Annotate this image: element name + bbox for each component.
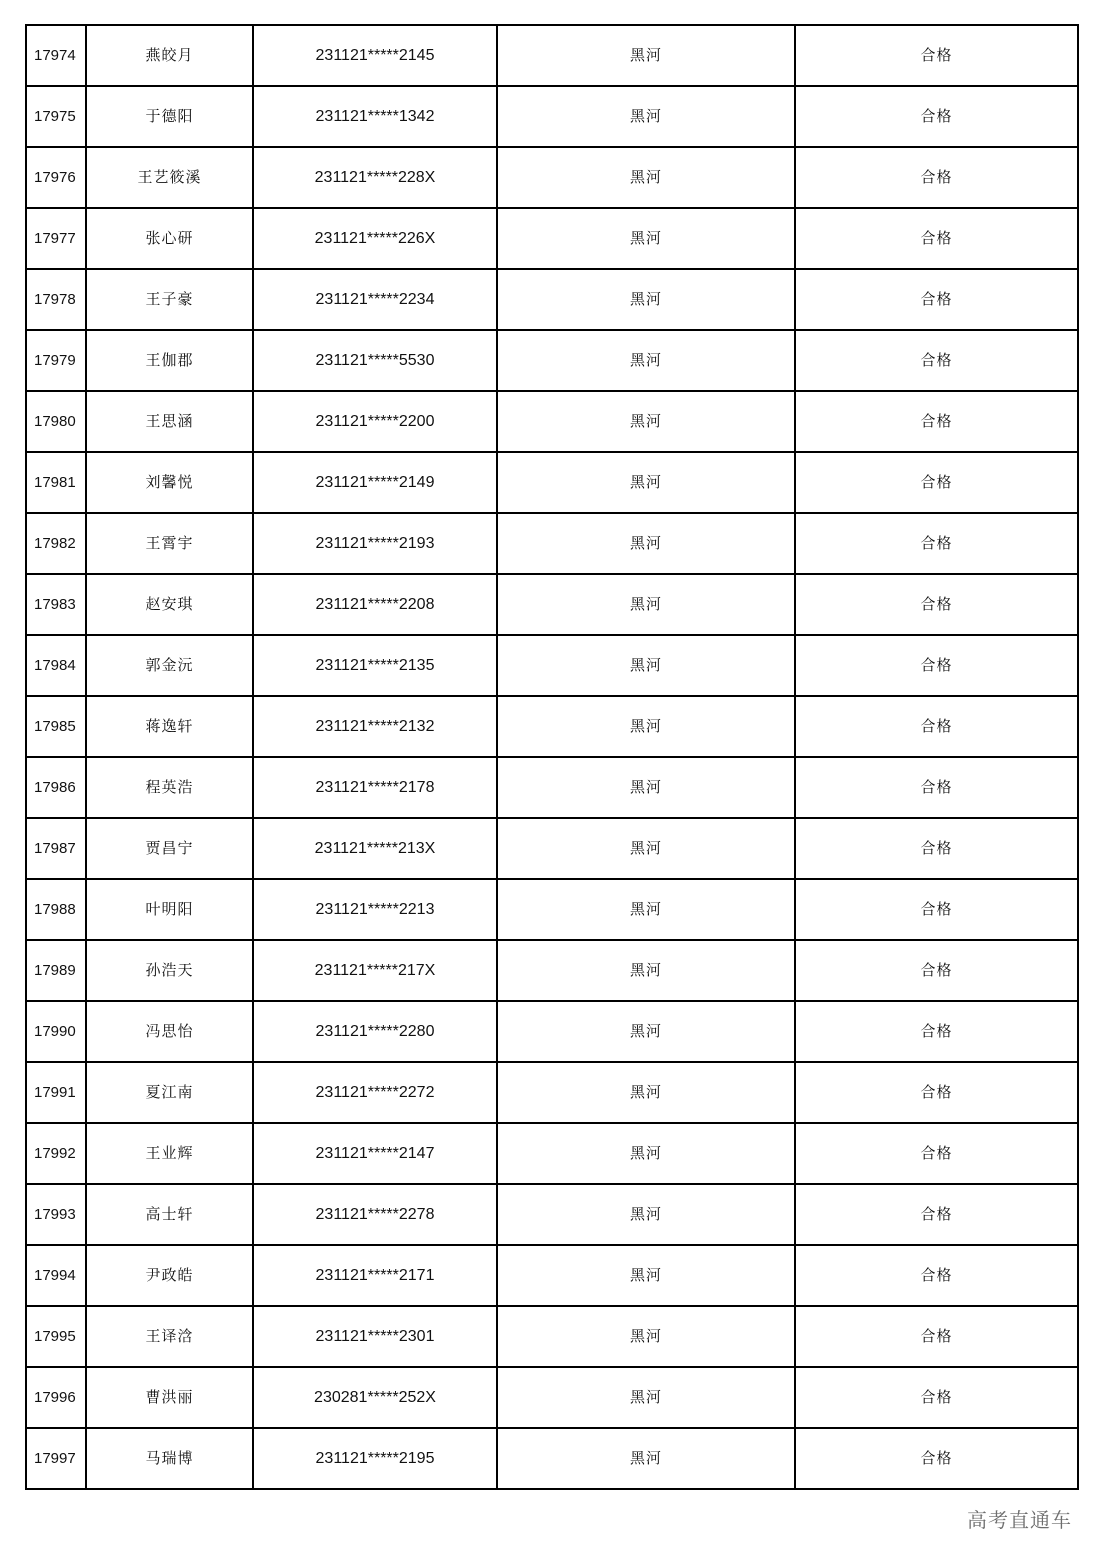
table-row	[26, 879, 1078, 940]
table-row	[26, 330, 1078, 391]
name-cell: 于德阳	[86, 86, 253, 147]
table-row	[26, 208, 1078, 269]
region-cell: 黑河	[497, 208, 795, 269]
table-row	[26, 757, 1078, 818]
region-cell: 黑河	[497, 25, 795, 86]
name-cell: 王业辉	[86, 1123, 253, 1184]
table-row	[26, 391, 1078, 452]
watermark-text: 高考直通车	[967, 1508, 1072, 1532]
table-row	[26, 1184, 1078, 1245]
name-cell: 刘馨悦	[86, 452, 253, 513]
table-row	[26, 1062, 1078, 1123]
region-cell: 黑河	[497, 1306, 795, 1367]
id-number-cell: 231121*****2171	[253, 1245, 497, 1306]
name-cell: 高士轩	[86, 1184, 253, 1245]
serial-number-cell: 17981	[26, 452, 86, 513]
name-cell: 王伽郡	[86, 330, 253, 391]
name-cell: 马瑞博	[86, 1428, 253, 1489]
table-row	[26, 635, 1078, 696]
result-cell: 合格	[795, 452, 1078, 513]
region-cell: 黑河	[497, 879, 795, 940]
table-row	[26, 574, 1078, 635]
id-number-cell: 231121*****1342	[253, 86, 497, 147]
id-number-cell: 231121*****2149	[253, 452, 497, 513]
result-cell: 合格	[795, 391, 1078, 452]
region-cell: 黑河	[497, 818, 795, 879]
table-row	[26, 269, 1078, 330]
region-cell: 黑河	[497, 1428, 795, 1489]
id-number-cell: 231121*****2280	[253, 1001, 497, 1062]
serial-number-cell: 17982	[26, 513, 86, 574]
name-cell: 王霄宇	[86, 513, 253, 574]
name-cell: 尹政皓	[86, 1245, 253, 1306]
name-cell: 王艺筱溪	[86, 147, 253, 208]
result-table	[25, 24, 1079, 1490]
region-cell: 黑河	[497, 391, 795, 452]
region-cell: 黑河	[497, 635, 795, 696]
serial-number-cell: 17974	[26, 25, 86, 86]
id-number-cell: 231121*****2301	[253, 1306, 497, 1367]
id-number-cell: 231121*****2135	[253, 635, 497, 696]
result-cell: 合格	[795, 269, 1078, 330]
id-number-cell: 231121*****228X	[253, 147, 497, 208]
result-cell: 合格	[795, 1367, 1078, 1428]
name-cell: 燕皎月	[86, 25, 253, 86]
region-cell: 黑河	[497, 1123, 795, 1184]
serial-number-cell: 17992	[26, 1123, 86, 1184]
table-row	[26, 1428, 1078, 1489]
region-cell: 黑河	[497, 86, 795, 147]
id-number-cell: 231121*****2272	[253, 1062, 497, 1123]
region-cell: 黑河	[497, 940, 795, 1001]
name-cell: 赵安琪	[86, 574, 253, 635]
result-cell: 合格	[795, 1123, 1078, 1184]
table-row	[26, 696, 1078, 757]
id-number-cell: 231121*****2213	[253, 879, 497, 940]
serial-number-cell: 17986	[26, 757, 86, 818]
result-cell: 合格	[795, 1306, 1078, 1367]
table-row	[26, 1245, 1078, 1306]
region-cell: 黑河	[497, 696, 795, 757]
name-cell: 夏江南	[86, 1062, 253, 1123]
serial-number-cell: 17980	[26, 391, 86, 452]
serial-number-cell: 17975	[26, 86, 86, 147]
serial-number-cell: 17987	[26, 818, 86, 879]
serial-number-cell: 17991	[26, 1062, 86, 1123]
region-cell: 黑河	[497, 147, 795, 208]
serial-number-cell: 17994	[26, 1245, 86, 1306]
id-number-cell: 231121*****2278	[253, 1184, 497, 1245]
region-cell: 黑河	[497, 452, 795, 513]
name-cell: 曹洪丽	[86, 1367, 253, 1428]
name-cell: 孙浩天	[86, 940, 253, 1001]
id-number-cell: 231121*****5530	[253, 330, 497, 391]
result-cell: 合格	[795, 513, 1078, 574]
result-cell: 合格	[795, 330, 1078, 391]
name-cell: 程英浩	[86, 757, 253, 818]
table-row	[26, 513, 1078, 574]
table-row	[26, 1123, 1078, 1184]
region-cell: 黑河	[497, 1245, 795, 1306]
result-cell: 合格	[795, 1428, 1078, 1489]
result-cell: 合格	[795, 1062, 1078, 1123]
table-row	[26, 25, 1078, 86]
result-cell: 合格	[795, 635, 1078, 696]
region-cell: 黑河	[497, 1062, 795, 1123]
table-row	[26, 1367, 1078, 1428]
serial-number-cell: 17997	[26, 1428, 86, 1489]
id-number-cell: 231121*****2132	[253, 696, 497, 757]
table-row	[26, 818, 1078, 879]
region-cell: 黑河	[497, 574, 795, 635]
result-cell: 合格	[795, 1184, 1078, 1245]
id-number-cell: 231121*****217X	[253, 940, 497, 1001]
name-cell: 郭金沅	[86, 635, 253, 696]
id-number-cell: 231121*****226X	[253, 208, 497, 269]
serial-number-cell: 17978	[26, 269, 86, 330]
id-number-cell: 231121*****2200	[253, 391, 497, 452]
result-cell: 合格	[795, 208, 1078, 269]
region-cell: 黑河	[497, 513, 795, 574]
table-row	[26, 1306, 1078, 1367]
serial-number-cell: 17976	[26, 147, 86, 208]
serial-number-cell: 17983	[26, 574, 86, 635]
region-cell: 黑河	[497, 1001, 795, 1062]
name-cell: 冯思怡	[86, 1001, 253, 1062]
table-row	[26, 940, 1078, 1001]
serial-number-cell: 17990	[26, 1001, 86, 1062]
name-cell: 贾昌宁	[86, 818, 253, 879]
table-row	[26, 452, 1078, 513]
serial-number-cell: 17988	[26, 879, 86, 940]
result-cell: 合格	[795, 757, 1078, 818]
id-number-cell: 231121*****2234	[253, 269, 497, 330]
table-row	[26, 147, 1078, 208]
result-cell: 合格	[795, 879, 1078, 940]
result-cell: 合格	[795, 25, 1078, 86]
region-cell: 黑河	[497, 757, 795, 818]
result-cell: 合格	[795, 86, 1078, 147]
id-number-cell: 231121*****2147	[253, 1123, 497, 1184]
serial-number-cell: 17996	[26, 1367, 86, 1428]
region-cell: 黑河	[497, 269, 795, 330]
result-cell: 合格	[795, 1001, 1078, 1062]
serial-number-cell: 17985	[26, 696, 86, 757]
id-number-cell: 231121*****2195	[253, 1428, 497, 1489]
name-cell: 王译浛	[86, 1306, 253, 1367]
serial-number-cell: 17984	[26, 635, 86, 696]
id-number-cell: 231121*****2193	[253, 513, 497, 574]
id-number-cell: 230281*****252X	[253, 1367, 497, 1428]
result-table-body	[26, 25, 1078, 1489]
serial-number-cell: 17993	[26, 1184, 86, 1245]
table-row	[26, 1001, 1078, 1062]
result-cell: 合格	[795, 940, 1078, 1001]
result-cell: 合格	[795, 574, 1078, 635]
name-cell: 王思涵	[86, 391, 253, 452]
id-number-cell: 231121*****2178	[253, 757, 497, 818]
id-number-cell: 231121*****2145	[253, 25, 497, 86]
serial-number-cell: 17989	[26, 940, 86, 1001]
region-cell: 黑河	[497, 330, 795, 391]
result-cell: 合格	[795, 147, 1078, 208]
result-cell: 合格	[795, 1245, 1078, 1306]
id-number-cell: 231121*****2208	[253, 574, 497, 635]
region-cell: 黑河	[497, 1184, 795, 1245]
serial-number-cell: 17995	[26, 1306, 86, 1367]
name-cell: 叶明阳	[86, 879, 253, 940]
name-cell: 王子豪	[86, 269, 253, 330]
id-number-cell: 231121*****213X	[253, 818, 497, 879]
region-cell: 黑河	[497, 1367, 795, 1428]
serial-number-cell: 17979	[26, 330, 86, 391]
result-cell: 合格	[795, 696, 1078, 757]
result-cell: 合格	[795, 818, 1078, 879]
serial-number-cell: 17977	[26, 208, 86, 269]
name-cell: 蒋逸轩	[86, 696, 253, 757]
name-cell: 张心研	[86, 208, 253, 269]
table-row	[26, 86, 1078, 147]
